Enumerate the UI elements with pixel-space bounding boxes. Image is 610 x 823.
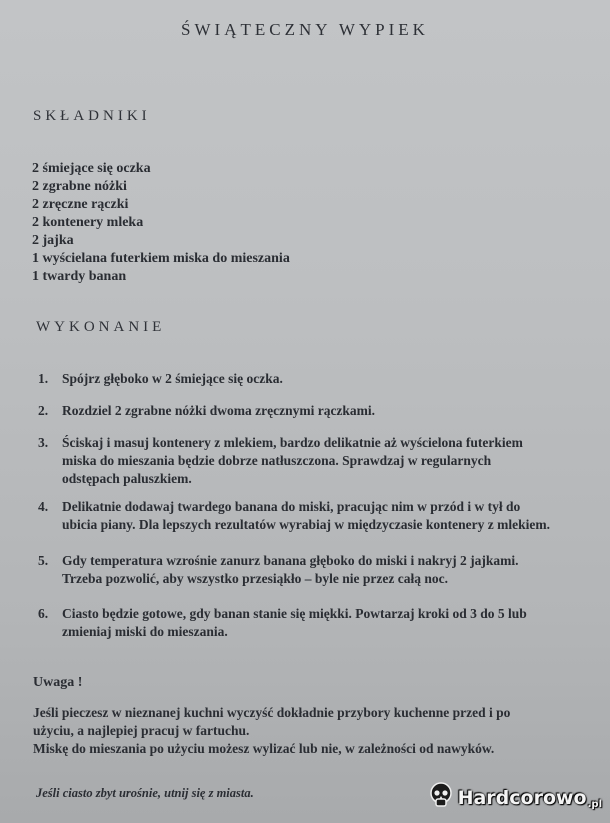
step-item	[38, 498, 550, 534]
notes-block	[33, 704, 593, 758]
step-line: Trzeba pozwolić, aby wszystko przesiąkło – byle nie przez całą noc.	[62, 571, 448, 586]
note-title: Uwaga !	[33, 675, 83, 690]
step-line: zmieniaj miski do mieszania.	[62, 624, 228, 639]
watermark-brand: Hardcorowo	[457, 786, 587, 809]
ingredient-item: 2 kontenery mleka	[32, 215, 144, 230]
step-line: Gdy temperatura wzrośnie zanurz banana głęboko do miski i nakryj 2 jajkami.	[62, 553, 519, 568]
step-line: Spójrz głęboko w 2 śmiejące się oczka.	[62, 371, 283, 386]
ingredient-item: 2 jajka	[32, 233, 74, 248]
step-number: 1.	[38, 371, 49, 386]
note-line: Miskę do mieszania po użyciu możesz wylizać lub nie, w zależności od nawyków.	[33, 741, 495, 756]
step-line: Delikatnie dodawaj twardego banana do miski, pracując nim w przód i w tył do	[62, 499, 521, 514]
page-title: ŚWIĄTECZNY WYPIEK	[181, 20, 429, 39]
step-line: Rozdziel 2 zgrabne nóżki dwoma zręcznymi rączkami.	[62, 403, 376, 418]
step-line: Ciasto będzie gotowe, gdy banan stanie się miękki. Powtarzaj kroki od 3 do 5 lub	[62, 606, 527, 621]
footer-note: Jeśli ciasto zbyt urośnie, utnij się z miasta.	[36, 786, 254, 800]
note-line: użyciu, a najlepiej pracuj w fartuchu.	[33, 723, 250, 738]
step-number: 6.	[38, 606, 49, 621]
step-number: 4.	[38, 499, 49, 514]
step-item	[38, 605, 527, 641]
step-item	[38, 552, 519, 588]
ingredient-item: 1 twardy banan	[32, 269, 127, 284]
skull-icon	[428, 782, 454, 813]
ingredients-list	[32, 160, 290, 286]
step-item	[38, 402, 375, 420]
step-number: 5.	[38, 553, 49, 568]
step-number: 2.	[38, 403, 49, 418]
ingredient-item: 2 zręczne rączki	[32, 197, 129, 212]
step-item	[38, 434, 523, 488]
step-item	[38, 370, 283, 388]
step-line: miska do mieszania będzie dobrze natłuszczona. Sprawdzaj w regularnych	[62, 453, 492, 468]
step-line: odstępach paluszkiem.	[62, 471, 192, 486]
ingredient-item: 1 wyścielana futerkiem miska do mieszania	[32, 251, 290, 266]
note-line: Jeśli pieczesz w nieznanej kuchni wyczyść dokładnie przybory kuchenne przed i po	[33, 705, 511, 720]
ingredient-item: 2 śmiejące się oczka	[32, 161, 151, 176]
ingredient-item: 2 zgrabne nóżki	[32, 179, 127, 194]
step-line: ubicia piany. Dla lepszych rezultatów wyrabiaj w międzyczasie kontenery z mlekiem.	[62, 517, 550, 532]
method-heading: WYKONANIE	[36, 319, 166, 335]
watermark-tld: .pl	[587, 799, 602, 810]
step-number: 3.	[38, 435, 49, 450]
watermark	[428, 782, 602, 813]
step-line: Ściskaj i masuj kontenery z mlekiem, bardzo delikatnie aż wyścielona futerkiem	[62, 435, 523, 450]
ingredients-heading: SKŁADNIKI	[33, 108, 151, 124]
